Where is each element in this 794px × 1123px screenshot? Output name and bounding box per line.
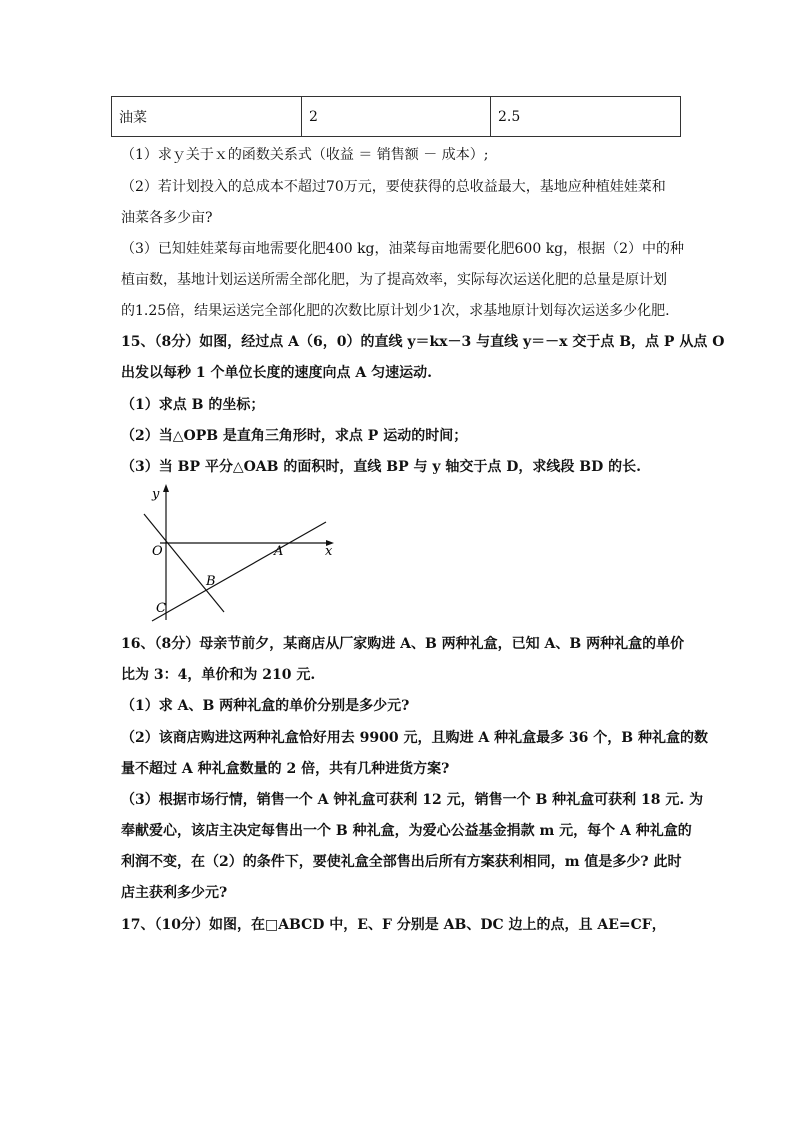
q16-stem-line2: 比为 3：4，单价和为 210 元. [121,667,316,683]
q15-stem-line1: 15、（8分）如图，经过点 A（6，0）的直线 y＝kx－3 与直线 y＝－x 交于点 B，点 P 从点 O [121,334,725,350]
q14-part2-line2: 油菜各多少亩? [121,210,213,226]
q16-part3-line2: 奉献爱心，该店主决定每售出一个 B 种礼盒，为爱心公益基金捐款 m 元，每个 A 种礼盒的 [121,823,692,839]
q16-part1: （1）求 A、B 两种礼盒的单价分别是多少元? [121,698,410,714]
q14-part3-line3: 的1.25倍，结果运送完全部化肥的次数比原计划少1次，求基地原计划每次运送多少化肥. [121,303,670,319]
origin-label: O [152,544,163,559]
point-c-label: C [156,601,166,616]
q16-part2-line2: 量不超过 A 种礼盒数量的 2 倍，共有几种进货方案? [121,761,450,777]
y-axis-label: y [152,487,160,502]
q14-part1: （1）求ｙ关于ｘ的函数关系式（收益 ＝ 销售额 － 成本）; [121,147,489,163]
q15-part1: （1）求点 B 的坐标； [121,397,265,413]
x-axis-label: x [325,544,333,559]
q16-part2-line1: （2）该商店购进这两种礼盒恰好用去 9900 元，且购进 A 种礼盒最多 36 个，B 种礼盒的数 [121,730,708,746]
q15-stem-line2: 出发以每秒 1 个单位长度的速度向点 A 匀速运动. [121,365,432,381]
q16-part3-line1: （3）根据市场行情，销售一个 A 钟礼盒可获利 12 元，销售一个 B 种礼盒可获利 18 元. 为 [121,792,704,808]
q15-figure [130,484,350,624]
data-table-row [111,96,681,137]
q14-part2-line1: （2）若计划投入的总成本不超过70万元，要使获得的总收益最大，基地应种植娃娃菜和 [121,179,666,195]
q14-part3-line2: 植亩数，基地计划运送所需全部化肥，为了提高效率，实际每次运送化肥的总量是原计划 [121,272,667,288]
table-cell-value-2: 2.5 [498,108,521,125]
q15-part2: （2）当△OPB 是直角三角形时，求点 P 运动的时间； [121,428,468,444]
q14-part3-line1: （3）已知娃娃菜每亩地需要化肥400 kg，油菜每亩地需要化肥600 kg，根据（2）中的种 [121,241,685,257]
q16-part3-line4: 店主获利多少元? [121,885,228,901]
point-b-label: B [206,574,216,589]
point-a-label: A [274,544,284,559]
q15-part3: （3）当 BP 平分△OAB 的面积时，直线 BP 与 y 轴交于点 D，求线段 BD 的长. [121,459,641,475]
q16-part3-line3: 利润不变，在（2）的条件下，要使礼盒全部售出后所有方案获利相同，m 值是多少? 此时 [121,854,682,870]
q17-stem-line1: 17、（10分）如图，在□ABCD 中，E、F 分别是 AB、DC 边上的点，且 AE=CF， [121,917,666,933]
table-cell-value-1: 2 [302,97,491,136]
q16-stem-line1: 16、（8分）母亲节前夕，某商店从厂家购进 A、B 两种礼盒，已知 A、B 两种礼盒的单价 [121,636,685,652]
table-cell-crop: 油菜 [112,97,302,136]
